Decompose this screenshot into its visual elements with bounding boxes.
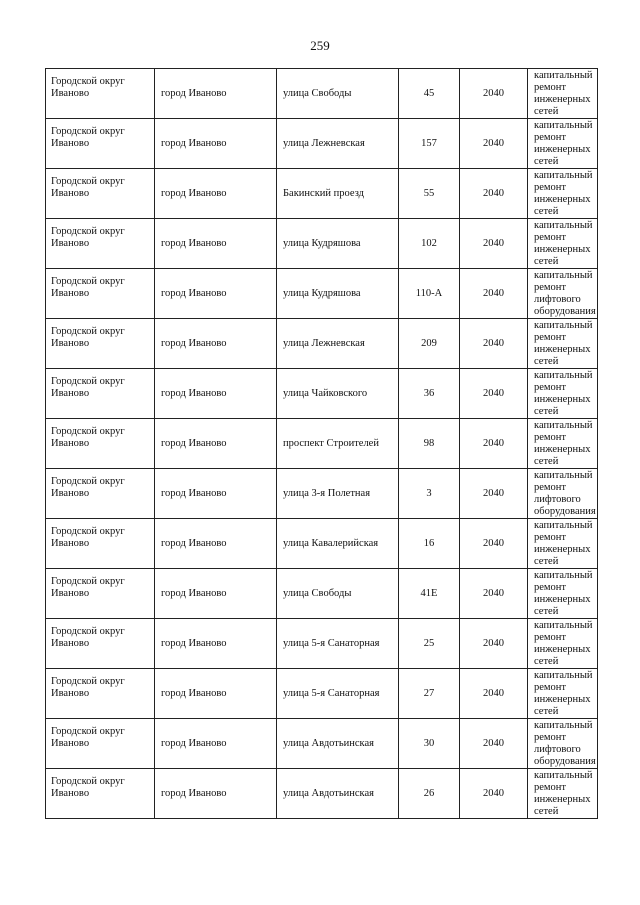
okrug-text: Городской округ Иваново [51, 675, 125, 699]
cell-work-type: капитальный ремонт инженерных сетей [528, 419, 598, 469]
cell-house-number: 26 [399, 769, 460, 819]
cell-work-type: капитальный ремонт инженерных сетей [528, 769, 598, 819]
cell-okrug [46, 719, 155, 769]
cell-okrug [46, 69, 155, 119]
cell-street: улица Свободы [277, 69, 399, 119]
cell-street: улица Авдотьинская [277, 769, 399, 819]
cell-street: улица Авдотьинская [277, 719, 399, 769]
cell-year: 2040 [460, 219, 528, 269]
cell-okrug [46, 469, 155, 519]
cell-okrug [46, 769, 155, 819]
table-row [46, 669, 598, 719]
cell-okrug [46, 219, 155, 269]
okrug-text: Городской округ Иваново [51, 475, 125, 499]
cell-okrug [46, 319, 155, 369]
cell-year: 2040 [460, 619, 528, 669]
okrug-text: Городской округ Иваново [51, 375, 125, 399]
okrug-text: Городской округ Иваново [51, 125, 125, 149]
cell-year: 2040 [460, 69, 528, 119]
cell-year: 2040 [460, 269, 528, 319]
cell-okrug [46, 619, 155, 669]
cell-year: 2040 [460, 569, 528, 619]
cell-work-type: капитальный ремонт инженерных сетей [528, 69, 598, 119]
cell-city: город Иваново [155, 469, 277, 519]
cell-house-number: 36 [399, 369, 460, 419]
table-row [46, 319, 598, 369]
cell-work-type: капитальный ремонт инженерных сетей [528, 219, 598, 269]
cell-city: город Иваново [155, 769, 277, 819]
cell-work-type: капитальный ремонт лифтового оборудования [528, 269, 598, 319]
cell-house-number: 25 [399, 619, 460, 669]
table-row [46, 619, 598, 669]
cell-street: улица Свободы [277, 569, 399, 619]
cell-street: улица Кудряшова [277, 219, 399, 269]
table-row [46, 469, 598, 519]
cell-city: город Иваново [155, 669, 277, 719]
cell-year: 2040 [460, 669, 528, 719]
cell-okrug [46, 119, 155, 169]
cell-city: город Иваново [155, 419, 277, 469]
page-number: 259 [310, 38, 330, 53]
cell-house-number: 45 [399, 69, 460, 119]
table-row [46, 369, 598, 419]
cell-year: 2040 [460, 769, 528, 819]
cell-work-type: капитальный ремонт инженерных сетей [528, 169, 598, 219]
table-row [46, 169, 598, 219]
cell-city: город Иваново [155, 619, 277, 669]
cell-city: город Иваново [155, 569, 277, 619]
cell-work-type: капитальный ремонт инженерных сетей [528, 119, 598, 169]
cell-city: город Иваново [155, 169, 277, 219]
cell-city: город Иваново [155, 369, 277, 419]
cell-year: 2040 [460, 719, 528, 769]
cell-year: 2040 [460, 119, 528, 169]
cell-city: город Иваново [155, 269, 277, 319]
cell-street: улица Кавалерийская [277, 519, 399, 569]
cell-city: город Иваново [155, 519, 277, 569]
cell-house-number: 110-А [399, 269, 460, 319]
okrug-text: Городской округ Иваново [51, 775, 125, 799]
cell-city: город Иваново [155, 219, 277, 269]
cell-work-type: капитальный ремонт инженерных сетей [528, 569, 598, 619]
cell-year: 2040 [460, 419, 528, 469]
cell-house-number: 3 [399, 469, 460, 519]
table-row [46, 569, 598, 619]
okrug-text: Городской округ Иваново [51, 325, 125, 349]
cell-year: 2040 [460, 169, 528, 219]
cell-house-number: 55 [399, 169, 460, 219]
cell-house-number: 209 [399, 319, 460, 369]
okrug-text: Городской округ Иваново [51, 425, 125, 449]
cell-work-type: капитальный ремонт лифтового оборудования [528, 719, 598, 769]
okrug-text: Городской округ Иваново [51, 175, 125, 199]
cell-house-number: 98 [399, 419, 460, 469]
table-row [46, 119, 598, 169]
cell-city: город Иваново [155, 319, 277, 369]
cell-okrug [46, 419, 155, 469]
table-row [46, 519, 598, 569]
cell-street: улица Чайковского [277, 369, 399, 419]
cell-street: улица 3-я Полетная [277, 469, 399, 519]
cell-work-type: капитальный ремонт лифтового оборудования [528, 469, 598, 519]
cell-city: город Иваново [155, 69, 277, 119]
cell-city: город Иваново [155, 719, 277, 769]
okrug-text: Городской округ Иваново [51, 225, 125, 249]
cell-house-number: 157 [399, 119, 460, 169]
cell-house-number: 102 [399, 219, 460, 269]
cell-house-number: 27 [399, 669, 460, 719]
cell-work-type: капитальный ремонт инженерных сетей [528, 319, 598, 369]
okrug-text: Городской округ Иваново [51, 625, 125, 649]
table-row [46, 269, 598, 319]
cell-year: 2040 [460, 319, 528, 369]
okrug-text: Городской округ Иваново [51, 275, 125, 299]
table-row [46, 69, 598, 119]
cell-street: улица 5-я Санаторная [277, 619, 399, 669]
cell-street: проспект Строителей [277, 419, 399, 469]
cell-okrug [46, 569, 155, 619]
cell-year: 2040 [460, 469, 528, 519]
cell-work-type: капитальный ремонт инженерных сетей [528, 519, 598, 569]
cell-year: 2040 [460, 369, 528, 419]
cell-work-type: капитальный ремонт инженерных сетей [528, 369, 598, 419]
cell-house-number: 30 [399, 719, 460, 769]
okrug-text: Городской округ Иваново [51, 75, 125, 99]
table-body [46, 69, 598, 819]
cell-street: Бакинский проезд [277, 169, 399, 219]
cell-year: 2040 [460, 519, 528, 569]
cell-okrug [46, 169, 155, 219]
cell-house-number: 16 [399, 519, 460, 569]
okrug-text: Городской округ Иваново [51, 725, 125, 749]
table-row [46, 719, 598, 769]
cell-street: улица 5-я Санаторная [277, 669, 399, 719]
cell-street: улица Лежневская [277, 319, 399, 369]
cell-street: улица Кудряшова [277, 269, 399, 319]
cell-house-number: 41Е [399, 569, 460, 619]
table-row [46, 419, 598, 469]
cell-street: улица Лежневская [277, 119, 399, 169]
table-row [46, 769, 598, 819]
cell-city: город Иваново [155, 119, 277, 169]
cell-work-type: капитальный ремонт инженерных сетей [528, 669, 598, 719]
cell-okrug [46, 369, 155, 419]
cell-okrug [46, 519, 155, 569]
okrug-text: Городской округ Иваново [51, 525, 125, 549]
registry-table [45, 68, 598, 819]
cell-okrug [46, 269, 155, 319]
table-row [46, 219, 598, 269]
cell-work-type: капитальный ремонт инженерных сетей [528, 619, 598, 669]
cell-okrug [46, 669, 155, 719]
okrug-text: Городской округ Иваново [51, 575, 125, 599]
